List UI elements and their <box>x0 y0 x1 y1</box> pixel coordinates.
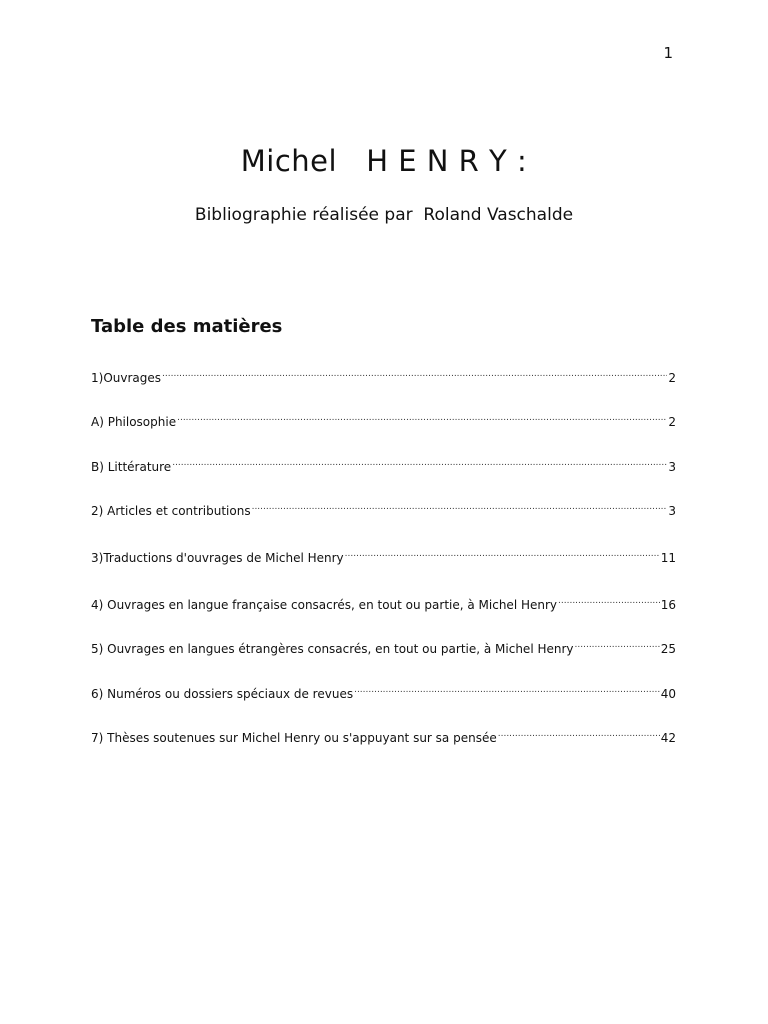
toc-entry-label: 6) Numéros ou dossiers spéciaux de revues <box>91 687 354 701</box>
toc-entry-label: 7) Thèses soutenues sur Michel Henry ou s'appuyant sur sa pensée <box>91 731 497 745</box>
toc-entry[interactable] <box>91 682 676 702</box>
toc-entry[interactable] <box>91 366 676 386</box>
toc-dot-leader <box>558 593 660 609</box>
toc-dot-leader <box>498 726 660 742</box>
page-number: 1 <box>663 44 673 62</box>
toc-entry[interactable] <box>91 726 676 746</box>
toc-entry-label: 2) Articles et contributions <box>91 504 251 518</box>
toc-entry-page: 16 <box>660 598 676 612</box>
toc-entry[interactable] <box>91 455 676 475</box>
toc-entry-page: 2 <box>668 371 676 385</box>
toc-entry[interactable] <box>91 410 676 430</box>
toc-entry[interactable] <box>91 546 676 566</box>
toc-entry-label: A) Philosophie <box>91 415 177 429</box>
toc-dot-leader <box>172 455 667 471</box>
toc-entry[interactable] <box>91 637 676 657</box>
toc-entry-page: 42 <box>660 731 676 745</box>
toc-entry-label: 5) Ouvrages en langues étrangères consacrés, en tout ou partie, à Michel Henry <box>91 642 574 656</box>
toc-dot-leader <box>252 499 668 515</box>
toc-dot-leader <box>177 410 667 426</box>
toc-entry-label: B) Littérature <box>91 460 172 474</box>
toc-entry-page: 11 <box>660 551 676 565</box>
toc-dot-leader <box>354 682 660 698</box>
toc-entry-page: 40 <box>660 687 676 701</box>
toc-dot-leader <box>575 637 660 653</box>
toc-entry-page: 3 <box>668 460 676 474</box>
document-title: Michel H E N R Y : <box>240 144 528 178</box>
toc-entry-label: 1)Ouvrages <box>91 371 162 385</box>
toc-entry-label: 4) Ouvrages en langue française consacrés, en tout ou partie, à Michel Henry <box>91 598 558 612</box>
toc-entry-page: 3 <box>668 504 676 518</box>
toc-entry[interactable] <box>91 499 676 519</box>
toc-entry[interactable] <box>91 593 676 613</box>
toc-dot-leader <box>162 366 667 382</box>
toc-dot-leader <box>345 546 660 562</box>
toc-heading: Table des matières <box>91 316 283 337</box>
toc-entry-page: 25 <box>660 642 676 656</box>
toc-entry-label: 3)Traductions d'ouvrages de Michel Henry <box>91 551 344 565</box>
document-subtitle: Bibliographie réalisée par Roland Vaschalde <box>194 205 574 225</box>
toc-entry-page: 2 <box>668 415 676 429</box>
